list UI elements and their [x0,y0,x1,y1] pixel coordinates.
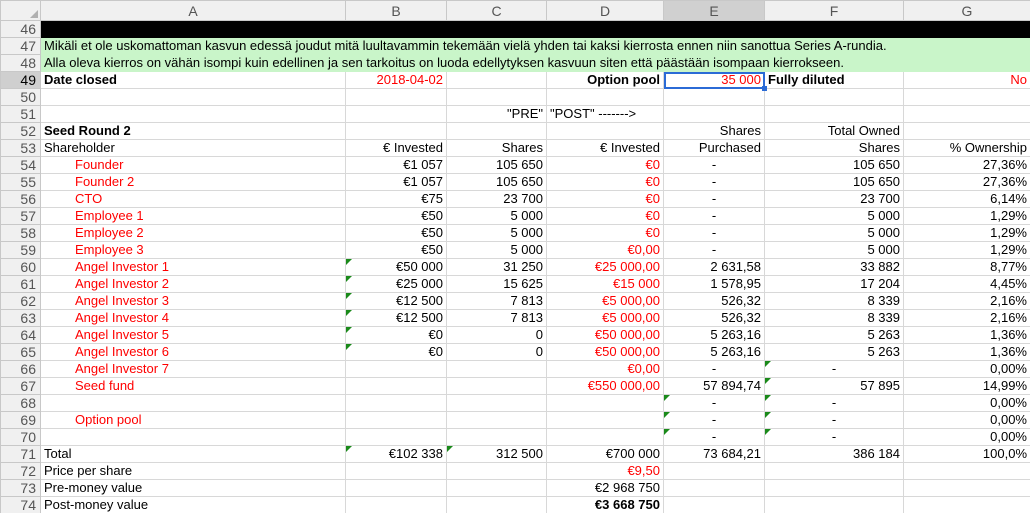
summary-row [1,497,1030,513]
cell-d52[interactable] [547,123,664,140]
shares-purchased[interactable]: - [664,361,765,378]
pre-invested[interactable]: €0 [346,344,447,361]
fully-diluted-value[interactable]: No [904,72,1030,89]
ownership-percent[interactable]: 2,16% [904,293,1030,310]
total-shares[interactable]: 8 339 [765,293,904,310]
row-header[interactable]: 60 [1,259,41,276]
post-invested[interactable]: €5 000,00 [547,310,664,327]
shareholder-name[interactable]: Angel Investor 5 [41,327,346,344]
post-invested[interactable]: €0,00 [547,242,664,259]
price-per-share-value[interactable]: €9,50 [547,463,664,480]
header-shares[interactable]: Shares [664,123,765,140]
row-header[interactable]: 71 [1,446,41,463]
table-row [1,327,1030,344]
row-header[interactable]: 62 [1,293,41,310]
pre-shares[interactable]: 15 625 [447,276,547,293]
cell-g50[interactable] [904,89,1030,106]
pre-label[interactable]: "PRE" [447,106,547,123]
column-header-row [1,1,1030,21]
cell-b72[interactable] [346,463,447,480]
shares-purchased[interactable]: - [664,174,765,191]
ownership-percent[interactable]: 14,99% [904,378,1030,395]
table-row [1,395,1030,412]
cell-c74[interactable] [447,497,547,513]
row-header[interactable]: 53 [1,140,41,157]
summary-row [1,463,1030,480]
shareholder-name[interactable]: Angel Investor 7 [41,361,346,378]
row-header[interactable]: 70 [1,429,41,446]
shares-purchased[interactable]: - [664,225,765,242]
row-header[interactable]: 74 [1,497,41,513]
row-header[interactable]: 57 [1,208,41,225]
shareholder-name[interactable]: Option pool [41,412,346,429]
cell-d50[interactable] [547,89,664,106]
pre-shares[interactable] [447,361,547,378]
cell-c46[interactable] [447,21,547,38]
pre-money-label[interactable]: Pre-money value [41,480,346,497]
table-row [1,259,1030,276]
fully-diluted-label[interactable]: Fully diluted [765,72,904,89]
shareholder-name[interactable] [41,395,346,412]
sheet-row-49 [1,72,1030,89]
post-invested[interactable]: €550 000,00 [547,378,664,395]
table-row [1,310,1030,327]
pre-shares[interactable]: 105 650 [447,174,547,191]
select-all-corner[interactable] [1,1,41,21]
summary-row [1,480,1030,497]
table-row [1,242,1030,259]
table-row [1,276,1030,293]
total-shares[interactable]: 5 263 [765,327,904,344]
pre-shares[interactable]: 5 000 [447,242,547,259]
post-invested[interactable] [547,395,664,412]
row-header[interactable]: 67 [1,378,41,395]
pre-invested[interactable] [346,378,447,395]
header-shareholder[interactable]: Shareholder [41,140,346,157]
cell-c73[interactable] [447,480,547,497]
shareholder-name[interactable]: Employee 2 [41,225,346,242]
pre-shares[interactable]: 105 650 [447,157,547,174]
total-pre-shares[interactable]: 312 500 [447,446,547,463]
note-cell-a47[interactable]: Mikäli et ole uskomattoman kasvun edessä joudut mitä luultavammin tekemään vielä yhden tai kaksi kierrosta ennen niin sanottua Series A-rundia. [41,38,1030,55]
cell-g52[interactable] [904,123,1030,140]
row-header[interactable]: 73 [1,480,41,497]
cell-c50[interactable] [447,89,547,106]
total-shares[interactable]: 5 000 [765,242,904,259]
shareholder-name[interactable]: Angel Investor 1 [41,259,346,276]
column-header-b[interactable]: B [346,1,447,21]
cell-f50[interactable] [765,89,904,106]
round-title[interactable]: Seed Round 2 [41,123,346,140]
shares-purchased[interactable]: 57 894,74 [664,378,765,395]
cell-f46[interactable] [765,21,904,38]
post-invested[interactable]: €50 000,00 [547,327,664,344]
row-header[interactable]: 55 [1,174,41,191]
row-header[interactable]: 49 [1,72,41,89]
ownership-percent[interactable]: 2,16% [904,310,1030,327]
sheet-row-53 [1,140,1030,157]
pre-invested[interactable]: €50 000 [346,259,447,276]
cell-c72[interactable] [447,463,547,480]
column-header-f[interactable]: F [765,1,904,21]
shareholder-name[interactable] [41,429,346,446]
header-pre-shares[interactable]: Shares [447,140,547,157]
pre-invested[interactable]: €50 [346,208,447,225]
option-pool-value-selected-cell[interactable] [664,72,765,89]
row-header[interactable]: 46 [1,21,41,38]
row-header[interactable]: 56 [1,191,41,208]
ownership-percent[interactable]: 27,36% [904,174,1030,191]
ownership-percent[interactable]: 0,00% [904,412,1030,429]
shares-purchased[interactable]: - [664,395,765,412]
header-purchased[interactable]: Purchased [664,140,765,157]
cell-c49[interactable] [447,72,547,89]
pre-shares[interactable]: 31 250 [447,259,547,276]
post-invested[interactable]: €0,00 [547,361,664,378]
cell-b51[interactable] [346,106,447,123]
shares-purchased[interactable]: - [664,429,765,446]
post-invested[interactable]: €5 000,00 [547,293,664,310]
cell-e50[interactable] [664,89,765,106]
shares-purchased[interactable]: - [664,412,765,429]
row-header[interactable]: 65 [1,344,41,361]
pre-invested[interactable] [346,395,447,412]
total-shares[interactable]: 17 204 [765,276,904,293]
cell-e73[interactable] [664,480,765,497]
table-row [1,293,1030,310]
pre-invested[interactable]: €12 500 [346,310,447,327]
cell-a50[interactable] [41,89,346,106]
cell-e72[interactable] [664,463,765,480]
shares-purchased[interactable]: 2 631,58 [664,259,765,276]
shares-purchased[interactable]: - [664,242,765,259]
table-row [1,208,1030,225]
pre-invested[interactable]: €25 000 [346,276,447,293]
column-header-c[interactable]: C [447,1,547,21]
option-pool-value: 35 000 [721,72,761,87]
cell-e74[interactable] [664,497,765,513]
ownership-percent[interactable]: 1,29% [904,225,1030,242]
total-shares[interactable]: 5 000 [765,208,904,225]
table-row [1,344,1030,361]
row-header[interactable]: 63 [1,310,41,327]
shareholder-name[interactable]: Angel Investor 3 [41,293,346,310]
shareholder-name[interactable]: Employee 3 [41,242,346,259]
sheet-row-50 [1,89,1030,106]
cell-f74[interactable] [765,497,904,513]
pre-shares[interactable]: 7 813 [447,310,547,327]
shareholder-name[interactable]: Founder 2 [41,174,346,191]
table-row [1,412,1030,429]
total-shares[interactable]: 386 184 [765,446,904,463]
pre-invested[interactable] [346,429,447,446]
shareholder-name[interactable]: Angel Investor 4 [41,310,346,327]
post-money-value[interactable]: €3 668 750 [547,497,664,513]
row-header[interactable]: 66 [1,361,41,378]
pre-invested[interactable]: €75 [346,191,447,208]
cell-b73[interactable] [346,480,447,497]
total-pre-invested[interactable]: €102 338 [346,446,447,463]
table-row [1,191,1030,208]
cell-g73[interactable] [904,480,1030,497]
table-row [1,225,1030,242]
cell-b46[interactable] [346,21,447,38]
row-header[interactable]: 51 [1,106,41,123]
post-invested[interactable]: €0 [547,208,664,225]
sheet-row-47 [1,38,1030,55]
shares-purchased[interactable]: 5 263,16 [664,344,765,361]
total-row [1,446,1030,463]
header-ownership[interactable]: % Ownership [904,140,1030,157]
sheet-row-46 [1,21,1030,38]
post-invested[interactable]: €0 [547,225,664,242]
cell-g46[interactable] [904,21,1030,38]
date-closed-label[interactable]: Date closed [41,72,346,89]
column-header-e[interactable]: E [664,1,765,21]
pre-shares[interactable] [447,378,547,395]
row-header[interactable]: 48 [1,55,41,72]
pre-shares[interactable]: 0 [447,327,547,344]
pre-invested[interactable]: €0 [346,327,447,344]
cell-b50[interactable] [346,89,447,106]
post-invested[interactable]: €0 [547,191,664,208]
cell-f51[interactable] [765,106,904,123]
shares-purchased[interactable]: - [664,157,765,174]
cell-g51[interactable] [904,106,1030,123]
total-shares[interactable]: 23 700 [765,191,904,208]
column-header-d[interactable]: D [547,1,664,21]
total-shares[interactable]: 5 263 [765,344,904,361]
shareholder-name[interactable]: Seed fund [41,378,346,395]
cell-f72[interactable] [765,463,904,480]
total-shares[interactable]: 5 000 [765,225,904,242]
row-header[interactable]: 69 [1,412,41,429]
total-shares[interactable]: - [765,429,904,446]
total-label[interactable]: Total [41,446,346,463]
column-header-a[interactable]: A [41,1,346,21]
date-closed-value[interactable]: 2018-04-02 [346,72,447,89]
shareholder-name[interactable]: CTO [41,191,346,208]
shares-purchased[interactable]: 1 578,95 [664,276,765,293]
table-row [1,361,1030,378]
pre-shares[interactable]: 7 813 [447,293,547,310]
ownership-percent[interactable]: 27,36% [904,157,1030,174]
table-row [1,174,1030,191]
post-money-label[interactable]: Post-money value [41,497,346,513]
cell-a46[interactable] [41,21,346,38]
shares-purchased[interactable]: 526,32 [664,293,765,310]
post-invested[interactable]: €50 000,00 [547,344,664,361]
sheet-row-51 [1,106,1030,123]
header-pre-invested[interactable]: € Invested [346,140,447,157]
row-header[interactable]: 64 [1,327,41,344]
shares-purchased[interactable]: - [664,208,765,225]
table-row [1,157,1030,174]
sheet-row-52 [1,123,1030,140]
total-post-invested[interactable]: €700 000 [547,446,664,463]
pre-invested[interactable]: €12 500 [346,293,447,310]
ownership-percent[interactable]: 1,29% [904,242,1030,259]
total-shares[interactable]: - [765,361,904,378]
post-invested[interactable]: €25 000,00 [547,259,664,276]
row-header[interactable]: 61 [1,276,41,293]
cell-a51[interactable] [41,106,346,123]
total-shares[interactable]: 105 650 [765,157,904,174]
ownership-percent[interactable]: 1,36% [904,327,1030,344]
row-header[interactable]: 52 [1,123,41,140]
ownership-percent[interactable]: 4,45% [904,276,1030,293]
cell-g72[interactable] [904,463,1030,480]
total-shares[interactable]: - [765,412,904,429]
header-total-shares[interactable]: Shares [765,140,904,157]
shareholder-name[interactable]: Employee 1 [41,208,346,225]
cell-c52[interactable] [447,123,547,140]
ownership-percent[interactable]: 8,77% [904,259,1030,276]
post-invested[interactable] [547,429,664,446]
shares-purchased[interactable]: 526,32 [664,310,765,327]
row-header[interactable]: 58 [1,225,41,242]
row-header[interactable]: 72 [1,463,41,480]
cell-g74[interactable] [904,497,1030,513]
shares-purchased[interactable]: 5 263,16 [664,327,765,344]
ownership-percent[interactable]: 1,36% [904,344,1030,361]
pre-invested[interactable]: €50 [346,225,447,242]
pre-invested[interactable]: €1 057 [346,174,447,191]
header-total-owned[interactable]: Total Owned [765,123,904,140]
select-all-icon [30,10,38,18]
pre-invested[interactable]: €1 057 [346,157,447,174]
cell-f73[interactable] [765,480,904,497]
cell-b74[interactable] [346,497,447,513]
row-header[interactable]: 59 [1,242,41,259]
row-header[interactable]: 47 [1,38,41,55]
cell-e46[interactable] [664,21,765,38]
price-per-share-label[interactable]: Price per share [41,463,346,480]
ownership-percent[interactable]: 1,29% [904,208,1030,225]
table-row [1,429,1030,446]
pre-money-value[interactable]: €2 968 750 [547,480,664,497]
option-pool-label[interactable]: Option pool [547,72,664,89]
total-shares[interactable]: - [765,395,904,412]
cell-e51[interactable] [664,106,765,123]
cell-d46[interactable] [547,21,664,38]
note-cell-a48[interactable]: Alla oleva kierros on vähän isompi kuin edellinen ja sen tarkoitus on luoda edellytyksen kasvuun siten että päästään isompaan kierrokseen. [41,55,1030,72]
pre-shares[interactable] [447,412,547,429]
post-label[interactable]: "POST" -------> [547,106,664,123]
header-post-invested[interactable]: € Invested [547,140,664,157]
column-header-g[interactable]: G [904,1,1030,21]
pre-invested[interactable] [346,412,447,429]
total-ownership[interactable]: 100,0% [904,446,1030,463]
ownership-percent[interactable]: 0,00% [904,429,1030,446]
pre-shares[interactable] [447,429,547,446]
pre-shares[interactable] [447,395,547,412]
shareholder-name[interactable]: Angel Investor 6 [41,344,346,361]
sheet-row-48 [1,55,1030,72]
total-shares[interactable]: 8 339 [765,310,904,327]
pre-shares[interactable]: 5 000 [447,225,547,242]
row-header[interactable]: 68 [1,395,41,412]
post-invested[interactable]: €15 000 [547,276,664,293]
cell-b52[interactable] [346,123,447,140]
shareholder-name[interactable]: Founder [41,157,346,174]
ownership-percent[interactable]: 0,00% [904,395,1030,412]
pre-invested[interactable] [346,361,447,378]
table-row [1,378,1030,395]
pre-shares[interactable]: 0 [447,344,547,361]
ownership-percent[interactable]: 0,00% [904,361,1030,378]
total-shares[interactable]: 57 895 [765,378,904,395]
total-shares[interactable]: 105 650 [765,174,904,191]
pre-shares[interactable]: 23 700 [447,191,547,208]
shareholder-name[interactable]: Angel Investor 2 [41,276,346,293]
row-header[interactable]: 54 [1,157,41,174]
post-invested[interactable]: €0 [547,157,664,174]
ownership-percent[interactable]: 6,14% [904,191,1030,208]
row-header[interactable]: 50 [1,89,41,106]
post-invested[interactable]: €0 [547,174,664,191]
pre-shares[interactable]: 5 000 [447,208,547,225]
pre-invested[interactable]: €50 [346,242,447,259]
shares-purchased[interactable]: - [664,191,765,208]
total-purchased[interactable]: 73 684,21 [664,446,765,463]
post-invested[interactable] [547,412,664,429]
total-shares[interactable]: 33 882 [765,259,904,276]
